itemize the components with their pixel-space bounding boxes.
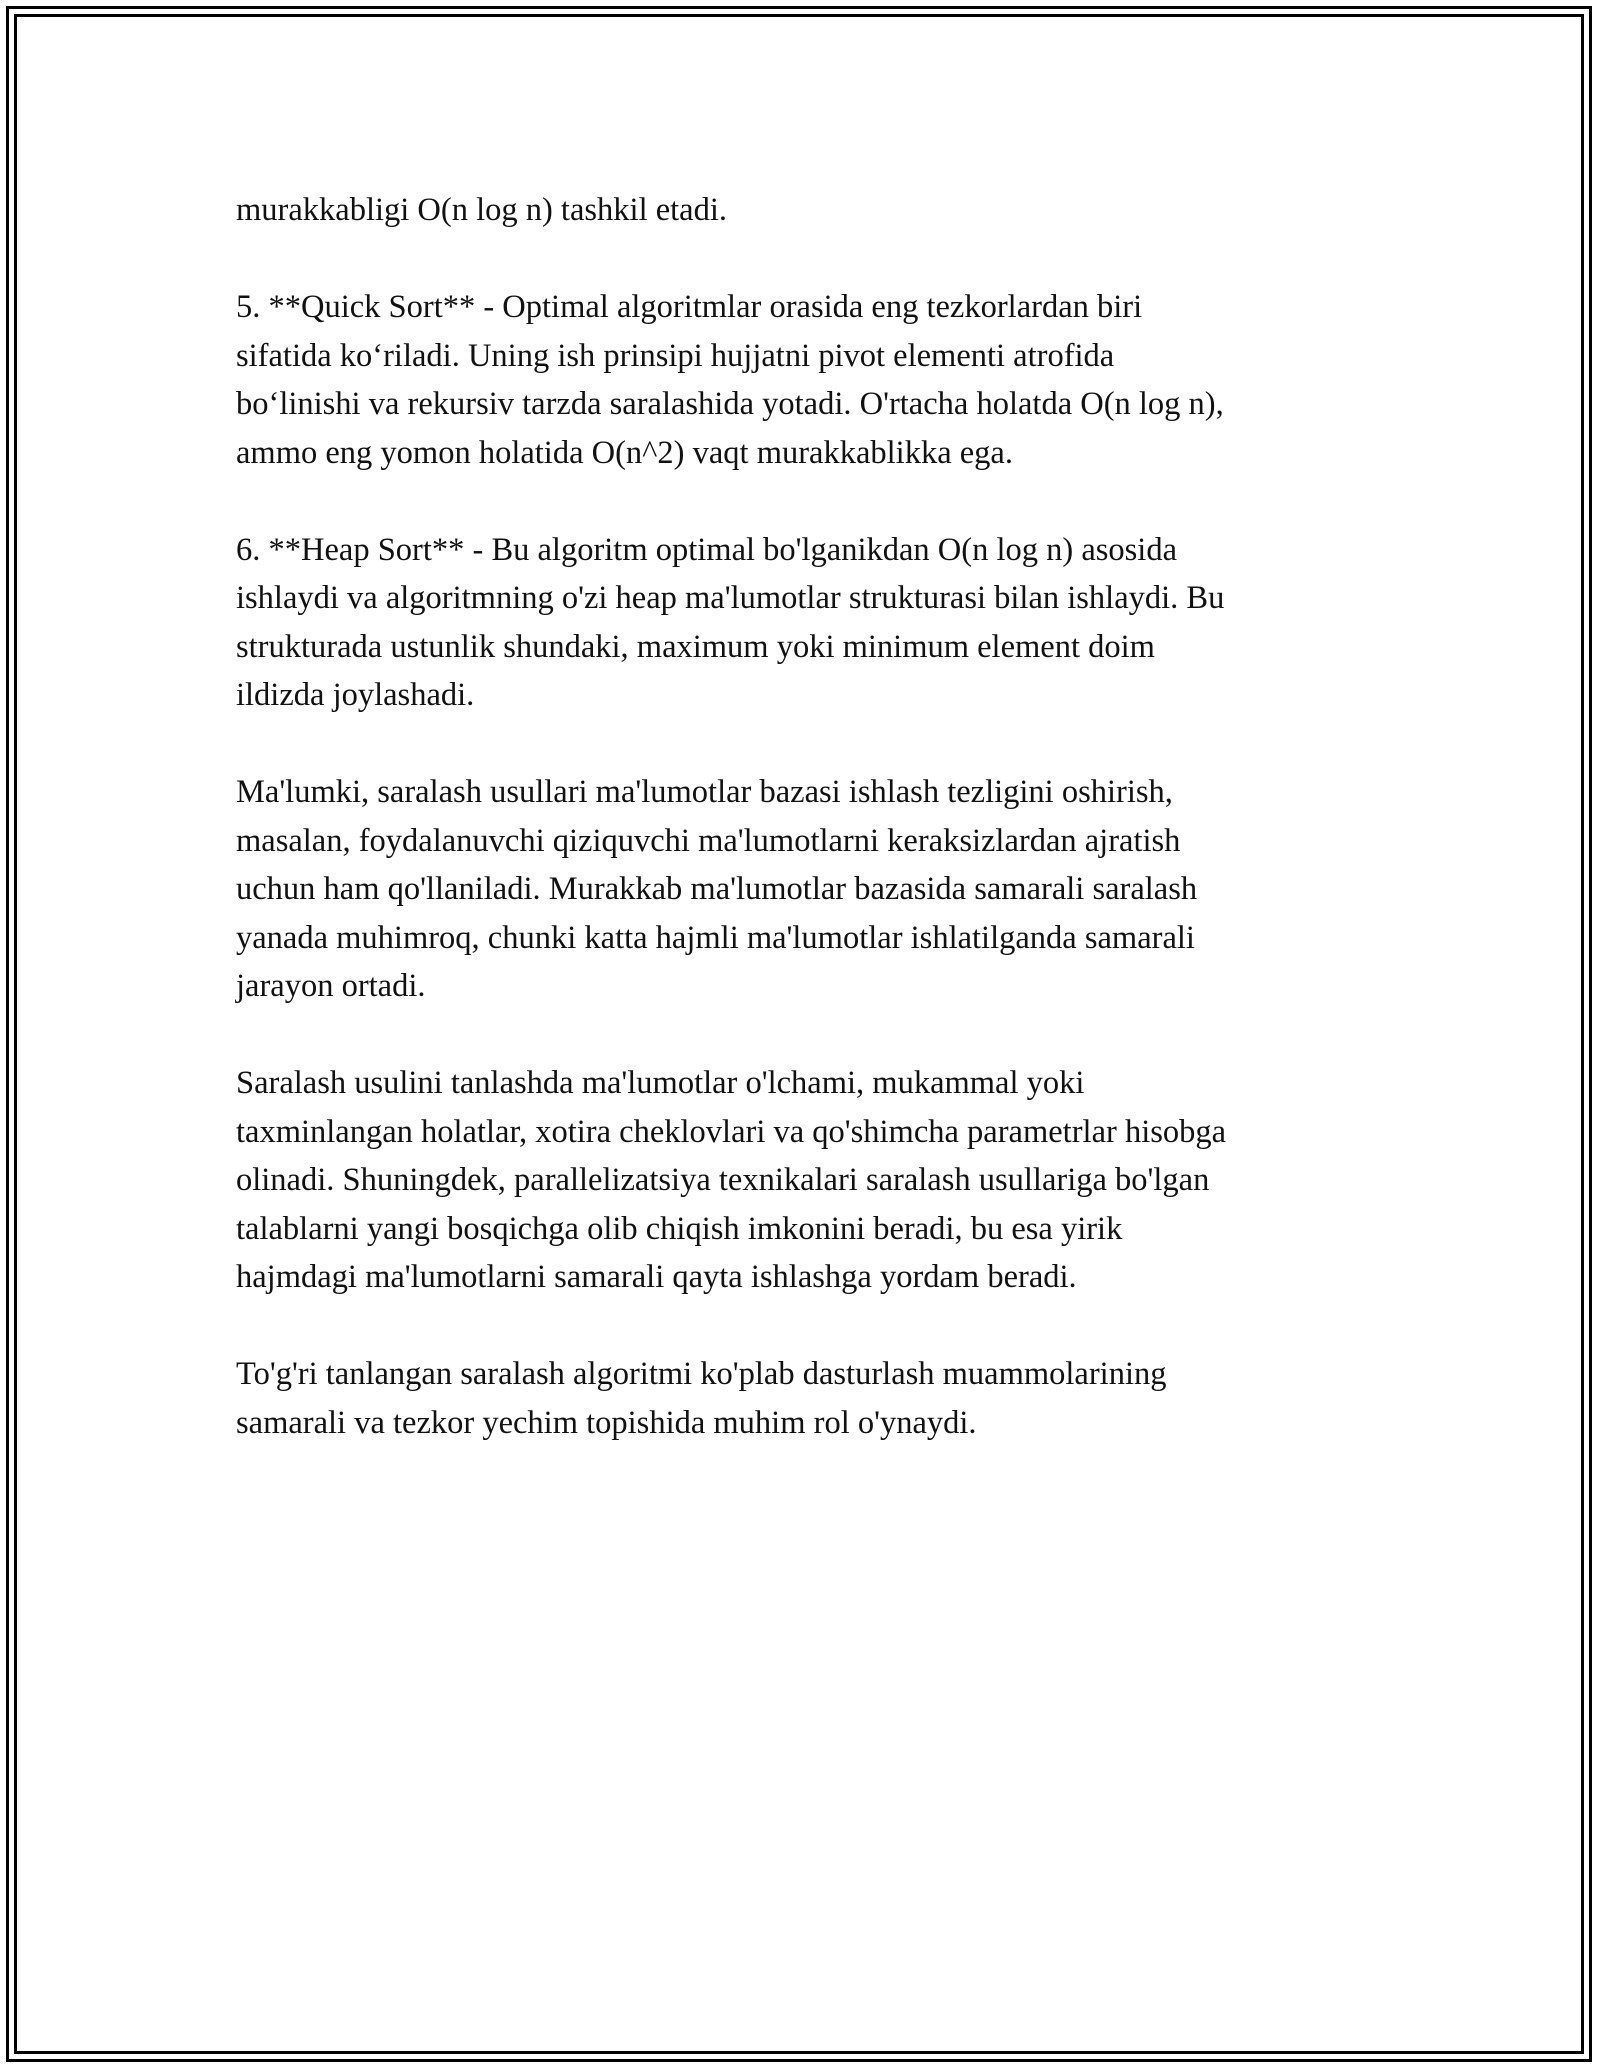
paragraph-complexity-continuation: murakkabligi O(n log n) tashkil etadi. (236, 192, 728, 228)
paragraph-quick-sort: 5. **Quick Sort** - Optimal algoritmlar orasida eng tezkorlardan biri sifatida koʻriladi. Uning ish prinsipi hujjatni pivot elementi atrofida boʻlinishi va rekursiv tarzda saralashida yotadi. O'rtacha holatda O(n log n), ammo eng yomon holatida O(n^2) vaqt murakkablikka ega. (236, 289, 1224, 471)
paragraph-choosing-method: Saralash usulini tanlashda ma'lumotlar o'lchami, mukammal yoki taxminlangan holatlar, xotira cheklovlari va qo'shimcha parametrlar hisobga olinadi. Shuningdek, parallelizatsiya texnikalari saralash usullariga bo'lgan talablarni yangi bosqichga olib chiqish imkonini beradi, bu esa yirik hajmdagi ma'lumotlarni samarali qayta ishlashga yordam beradi. (236, 1065, 1227, 1295)
paragraph-conclusion: To'g'ri tanlangan saralash algoritmi ko'plab dasturlash muammolarining samarali va tezkor yechim topishida muhim rol o'ynaydi. (236, 1356, 1167, 1441)
paragraph-database-sorting: Ma'lumki, saralash usullari ma'lumotlar bazasi ishlash tezligini oshirish, masalan, foydalanuvchi qiziquvchi ma'lumotlarni keraksizlardan ajratish uchun ham qo'llaniladi. Murakkab ma'lumotlar bazasida samarali saralash yanada muhimroq, chunki katta hajmli ma'lumotlar ishlatilganda samarali jarayon ortadi. (236, 774, 1198, 1004)
document-body (236, 186, 1360, 1496)
paragraph-heap-sort: 6. **Heap Sort** - Bu algoritm optimal bo'lganikdan O(n log n) asosida ishlaydi va algoritmning o'zi heap ma'lumotlar strukturasi bilan ishlaydi. Bu strukturada ustunlik shundaki, maximum yoki minimum element doim ildizda joylashadi. (236, 531, 1225, 713)
